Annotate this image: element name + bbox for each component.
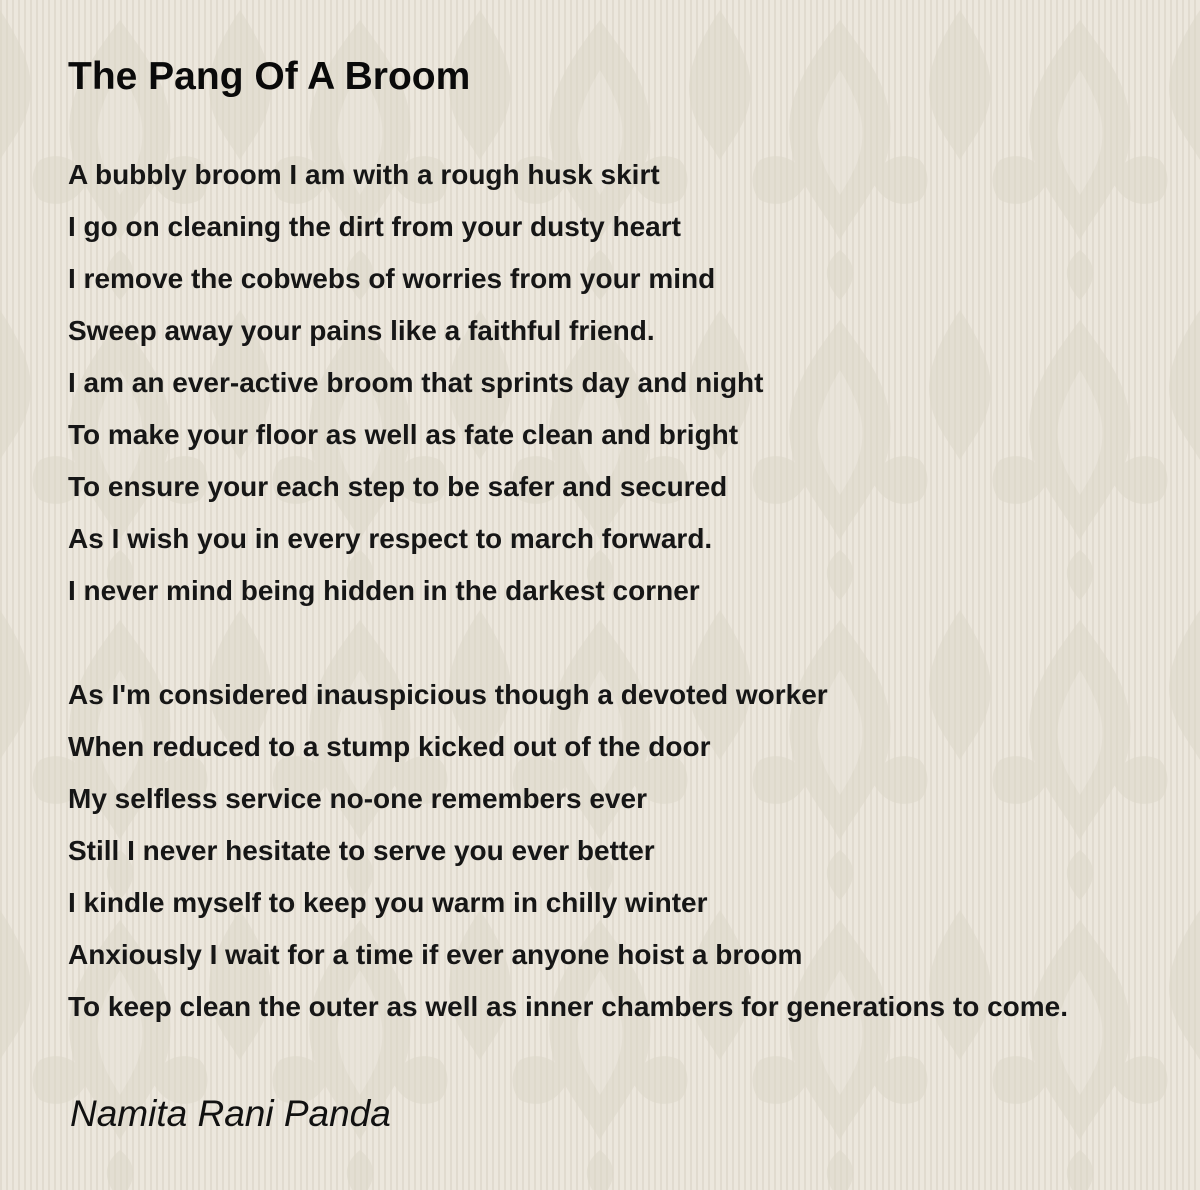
poem-line: A bubbly broom I am with a rough husk skirt [68,159,660,190]
poem-line: To make your floor as well as fate clean and bright [68,419,739,450]
poem-line: To ensure your each step to be safer and secured [68,471,728,502]
poem-line: As I'm considered inauspicious though a devoted worker [68,679,828,710]
poem-title: The Pang Of A Broom [68,55,471,98]
poem-line: When reduced to a stump kicked out of the door [68,731,711,762]
poem-body [68,149,1200,1033]
poem-line: I never mind being hidden in the darkest corner [68,575,700,606]
poem-line: Sweep away your pains like a faithful friend. [68,315,655,346]
poem-stanza [68,669,1200,1033]
poem-line: I kindle myself to keep you warm in chilly winter [68,887,708,918]
poem-line: I remove the cobwebs of worries from your mind [68,263,716,294]
poem-line: To keep clean the outer as well as inner chambers for generations to come. [68,991,1069,1022]
poem-line: I go on cleaning the dirt from your dusty heart [68,211,681,242]
poem-line: Anxiously I wait for a time if ever anyone hoist a broom [68,939,803,970]
poem-stanza [68,149,1200,617]
poem-line: My selfless service no-one remembers ever [68,783,647,814]
poem-author: Namita Rani Panda [70,1093,391,1134]
poem-line: I am an ever-active broom that sprints day and night [68,367,764,398]
poem-line: As I wish you in every respect to march forward. [68,523,713,554]
poem-line: Still I never hesitate to serve you ever better [68,835,655,866]
